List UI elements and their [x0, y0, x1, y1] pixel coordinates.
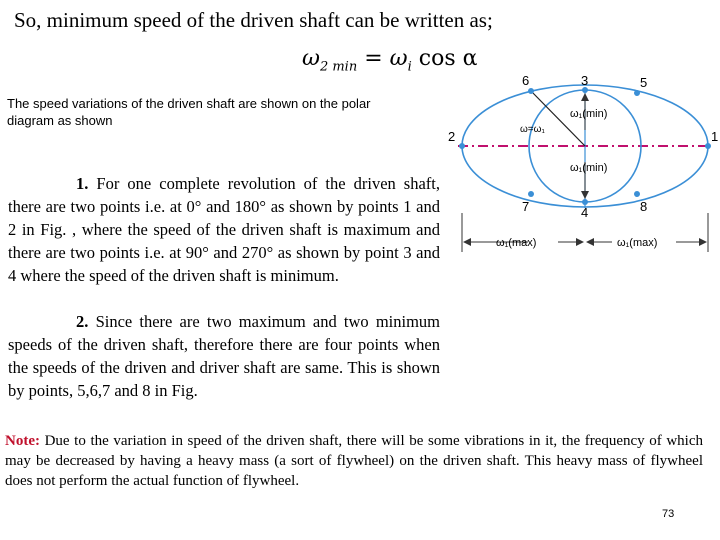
point-8-marker [634, 191, 640, 197]
formula-lhs-subscript: 2 min [319, 59, 358, 75]
formula-rhs-subscript: i [407, 59, 412, 75]
note-label: Note: [5, 433, 40, 449]
point-8-label: 8 [640, 199, 648, 214]
point-1-label: 1 [711, 129, 719, 144]
omega1-min-lower-label: ω₁(min) [570, 162, 608, 174]
formula-lhs-symbol: ω [302, 46, 320, 71]
polar-diagram [440, 70, 720, 260]
page-number: 73 [662, 508, 675, 520]
heading: So, minimum speed of the driven shaft can be written as; [14, 8, 493, 32]
formula-equals: = [364, 46, 383, 71]
omega1-min-upper-label: ω₁(min) [570, 108, 608, 120]
omega-equals-label: ω=ω₁ [520, 124, 545, 135]
point-7-marker [528, 191, 534, 197]
paragraph-1 [8, 172, 440, 287]
point-2-marker [459, 143, 465, 149]
formula-rhs-symbol: ω [389, 46, 408, 71]
omega1-max-left-label: ω₁(max) [496, 237, 537, 249]
paragraph-1-text: For one complete revolution of the driven shaft, there are two points i.e. at 0° and 180° as shown by points 1 and 2 in Fig. , where the speed of the driven shaft is maximum and there are two points i.e. at 90° and 270° as shown by point 3 and 4 where the speed of the driven shaft is minimum. [8, 174, 441, 285]
point-4-label: 4 [581, 205, 589, 220]
note-text: Due to the variation in speed of the driven shaft, there will be some vibrations in it, the frequency of which may be decreased by having a heavy mass (a sort of flywheel) on the driven shaft. This heavy mass of flywheel does not perform the actual function of flywheel. [5, 433, 704, 489]
omega1-max-right-label: ω₁(max) [617, 237, 658, 249]
note [5, 431, 703, 491]
point-6-marker [528, 88, 534, 94]
diagram-caption: The speed variations of the driven shaft are shown on the polar diagram as shown [7, 96, 371, 128]
point-5-label: 5 [640, 75, 648, 90]
point-3-label: 3 [581, 73, 589, 88]
paragraph-2-number: 2. [76, 312, 89, 331]
paragraph-1-number: 1. [76, 174, 89, 193]
point-6-label: 6 [522, 73, 530, 88]
point-7-label: 7 [522, 199, 530, 214]
paragraph-2-text: Since there are two maximum and two minimum speeds of the driven shaft, therefore there are four points when the speeds of the driven and driver shaft are same. This is shown by points, 5,6,7 and 8 in Fig. [8, 312, 441, 400]
paragraph-2 [8, 310, 440, 402]
point-2-label: 2 [448, 129, 456, 144]
formula-rhs-rest: cos α [418, 46, 478, 71]
point-5-marker [634, 90, 640, 96]
